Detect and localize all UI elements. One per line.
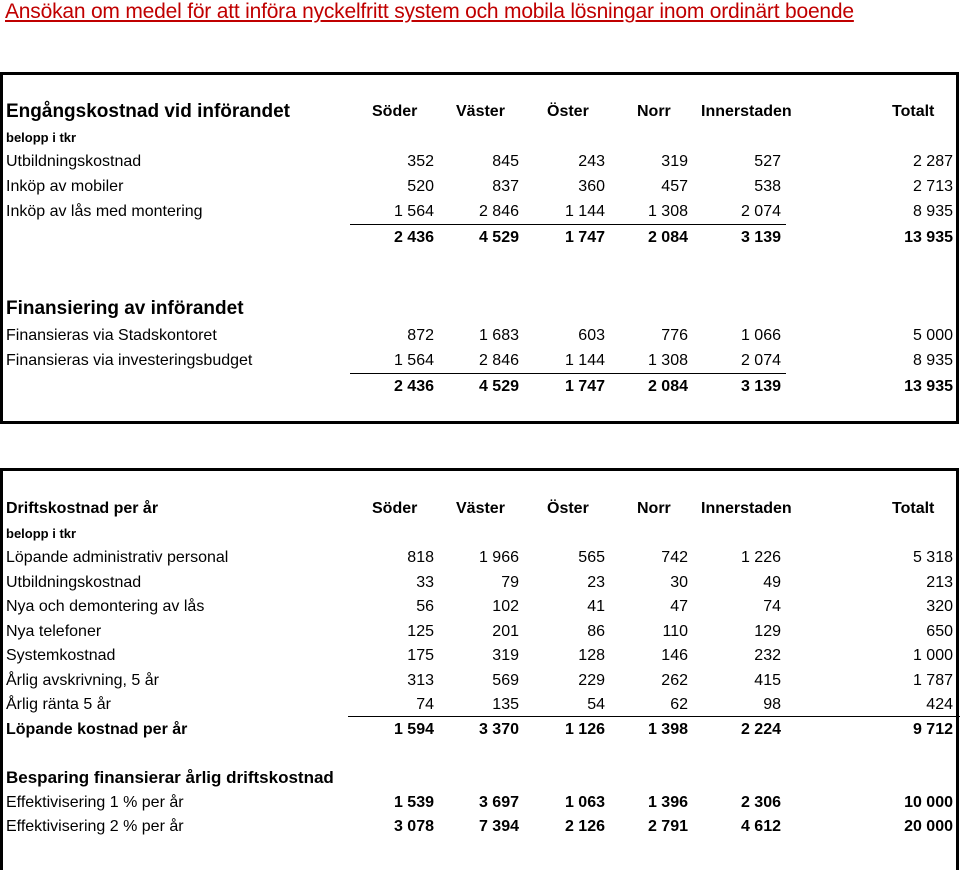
cell: 565 — [578, 549, 605, 566]
row-label: Effektivisering 1 % per år — [6, 794, 184, 811]
cell: 1 396 — [647, 794, 688, 811]
cell: 360 — [578, 178, 605, 195]
sum-rule — [348, 716, 960, 717]
cell: 232 — [754, 647, 781, 664]
document-title: Ansökan om medel för att införa nyckelfritt system och mobila lösningar inom ordinärt boende — [5, 0, 854, 23]
cell: 313 — [407, 672, 434, 689]
table-row — [0, 349, 960, 373]
header-norr: Norr — [637, 103, 671, 120]
cell: 1 063 — [564, 794, 605, 811]
cell: 3 078 — [393, 818, 434, 835]
sum-rule — [350, 224, 786, 225]
cell: 47 — [670, 598, 688, 615]
table-row — [0, 620, 960, 644]
total-cell: 3 139 — [740, 229, 781, 246]
total-cell: 4 529 — [478, 378, 519, 395]
total-cell: 1 747 — [564, 229, 605, 246]
cell: 2 846 — [478, 203, 519, 220]
total-cell: 1 747 — [564, 378, 605, 395]
table-row — [0, 150, 960, 174]
unit-note-row — [0, 522, 960, 546]
total-cell: 4 529 — [478, 229, 519, 246]
header-soder: Söder — [372, 500, 418, 517]
cell: 569 — [492, 672, 519, 689]
cell: 457 — [661, 178, 688, 195]
row-label: Årlig avskrivning, 5 år — [6, 672, 159, 689]
cell: 20 000 — [904, 818, 953, 835]
cell: 79 — [501, 574, 519, 591]
cell: 1 683 — [478, 327, 519, 344]
total-cell: 1 126 — [564, 721, 605, 738]
cell: 837 — [492, 178, 519, 195]
header-totalt: Totalt — [892, 103, 935, 120]
total-cell: 2 084 — [647, 229, 688, 246]
cell: 33 — [416, 574, 434, 591]
total-row — [0, 375, 960, 399]
cell: 56 — [416, 598, 434, 615]
cell: 7 394 — [478, 818, 519, 835]
section3-heading: Driftskostnad per år — [6, 500, 159, 517]
cell: 845 — [492, 153, 519, 170]
cell: 175 — [407, 647, 434, 664]
cell: 110 — [662, 623, 688, 640]
total-cell: 1 594 — [393, 721, 434, 738]
cell: 1 308 — [647, 203, 688, 220]
total-row — [0, 226, 960, 250]
cell: 2 713 — [912, 178, 953, 195]
cell: 1 308 — [647, 352, 688, 369]
header-totalt: Totalt — [892, 500, 935, 517]
row-label: Finansieras via investeringsbudget — [6, 352, 253, 369]
cell: 49 — [763, 574, 781, 591]
cell: 54 — [587, 696, 605, 713]
row-label: Inköp av mobiler — [6, 178, 124, 195]
cell: 102 — [492, 598, 519, 615]
cell: 86 — [587, 623, 605, 640]
cell: 650 — [926, 623, 953, 640]
cell: 2 074 — [740, 203, 781, 220]
row-label: Utbildningskostnad — [6, 153, 142, 170]
row-label: Effektivisering 2 % per år — [6, 818, 184, 835]
total-cell: 2 224 — [740, 721, 781, 738]
cell: 10 000 — [904, 794, 953, 811]
unit-note: belopp i tkr — [6, 130, 77, 145]
cell: 742 — [661, 549, 688, 566]
header-oster: Öster — [547, 500, 589, 517]
row-label: Nya telefoner — [6, 623, 102, 640]
cell: 5 318 — [912, 549, 953, 566]
cell: 520 — [407, 178, 434, 195]
cell: 262 — [661, 672, 688, 689]
table-row — [0, 546, 960, 570]
cell: 2 846 — [478, 352, 519, 369]
cell: 2 306 — [740, 794, 781, 811]
cell: 41 — [587, 598, 605, 615]
cell: 538 — [754, 178, 781, 195]
section1-heading: Engångskostnad vid införandet — [6, 101, 290, 122]
cell: 1 144 — [564, 203, 605, 220]
row-label: Nya och demontering av lås — [6, 598, 205, 615]
cell: 603 — [578, 327, 605, 344]
cell: 2 126 — [564, 818, 605, 835]
cell: 98 — [763, 696, 781, 713]
cell: 1 066 — [740, 327, 781, 344]
cell: 243 — [578, 153, 605, 170]
header-vaster: Väster — [456, 103, 505, 120]
cell: 2 287 — [912, 153, 953, 170]
total-cell: 13 935 — [904, 229, 953, 246]
cell: 1 144 — [564, 352, 605, 369]
cell: 527 — [754, 153, 781, 170]
cell: 8 935 — [912, 203, 953, 220]
table-row — [0, 644, 960, 668]
unit-note: belopp i tkr — [6, 526, 77, 541]
cell: 872 — [407, 327, 434, 344]
section2-header-row — [0, 297, 960, 321]
total-cell: 9 712 — [912, 721, 953, 738]
cell: 1 564 — [393, 352, 434, 369]
header-innerstaden: Innerstaden — [701, 500, 792, 517]
total-cell: 2 084 — [647, 378, 688, 395]
cell: 146 — [661, 647, 688, 664]
table-row — [0, 791, 960, 815]
header-oster: Öster — [547, 103, 589, 120]
row-label: Systemkostnad — [6, 647, 116, 664]
section2-heading: Finansiering av införandet — [6, 298, 244, 319]
header-norr: Norr — [637, 500, 671, 517]
cell: 8 935 — [912, 352, 953, 369]
row-label: Inköp av lås med montering — [6, 203, 203, 220]
cell: 1 564 — [393, 203, 434, 220]
table-row — [0, 595, 960, 619]
header-vaster: Väster — [456, 500, 505, 517]
table-row — [0, 693, 960, 717]
cell: 125 — [407, 623, 434, 640]
row-label: Årlig ränta 5 år — [6, 696, 111, 713]
cell: 213 — [926, 574, 953, 591]
header-soder: Söder — [372, 103, 418, 120]
total-cell: 2 436 — [393, 229, 434, 246]
cell: 23 — [587, 574, 605, 591]
cell: 415 — [754, 672, 781, 689]
cell: 320 — [926, 598, 953, 615]
cell: 2 074 — [740, 352, 781, 369]
total-cell: 3 139 — [740, 378, 781, 395]
table-row — [0, 669, 960, 693]
table-row — [0, 175, 960, 199]
header-innerstaden: Innerstaden — [701, 103, 792, 120]
cell: 1 787 — [912, 672, 953, 689]
cell: 229 — [578, 672, 605, 689]
cell: 1 000 — [912, 647, 953, 664]
section4-header-row — [0, 766, 960, 790]
cell: 818 — [407, 549, 434, 566]
total-label: Löpande kostnad per år — [6, 721, 188, 738]
row-label: Löpande administrativ personal — [6, 549, 229, 566]
table-row — [0, 571, 960, 595]
total-cell: 1 398 — [647, 721, 688, 738]
table-row — [0, 200, 960, 224]
cell: 1 539 — [393, 794, 434, 811]
cell: 74 — [763, 598, 781, 615]
cell: 1 966 — [478, 549, 519, 566]
cell: 30 — [670, 574, 688, 591]
cell: 3 697 — [478, 794, 519, 811]
cell: 5 000 — [912, 327, 953, 344]
cell: 74 — [416, 696, 434, 713]
cell: 424 — [926, 696, 953, 713]
cell: 319 — [492, 647, 519, 664]
table-row — [0, 815, 960, 839]
cell: 1 226 — [740, 549, 781, 566]
total-cell: 13 935 — [904, 378, 953, 395]
total-cell: 3 370 — [478, 721, 519, 738]
cell: 128 — [578, 647, 605, 664]
section3-header-row — [0, 497, 960, 521]
row-label: Utbildningskostnad — [6, 574, 142, 591]
cell: 129 — [754, 623, 781, 640]
cell: 62 — [670, 696, 688, 713]
cell: 352 — [407, 153, 434, 170]
cell: 776 — [661, 327, 688, 344]
total-row — [0, 718, 960, 742]
unit-note-row — [0, 126, 960, 150]
row-label: Finansieras via Stadskontoret — [6, 327, 217, 344]
cell: 319 — [661, 153, 688, 170]
cell: 201 — [492, 623, 519, 640]
sum-rule — [350, 373, 786, 374]
total-cell: 2 436 — [393, 378, 434, 395]
cell: 2 791 — [647, 818, 688, 835]
section4-heading: Besparing finansierar årlig driftskostnad — [6, 768, 334, 787]
cell: 135 — [492, 696, 519, 713]
cell: 4 612 — [740, 818, 781, 835]
section1-header-row — [0, 100, 960, 124]
table-row — [0, 324, 960, 348]
